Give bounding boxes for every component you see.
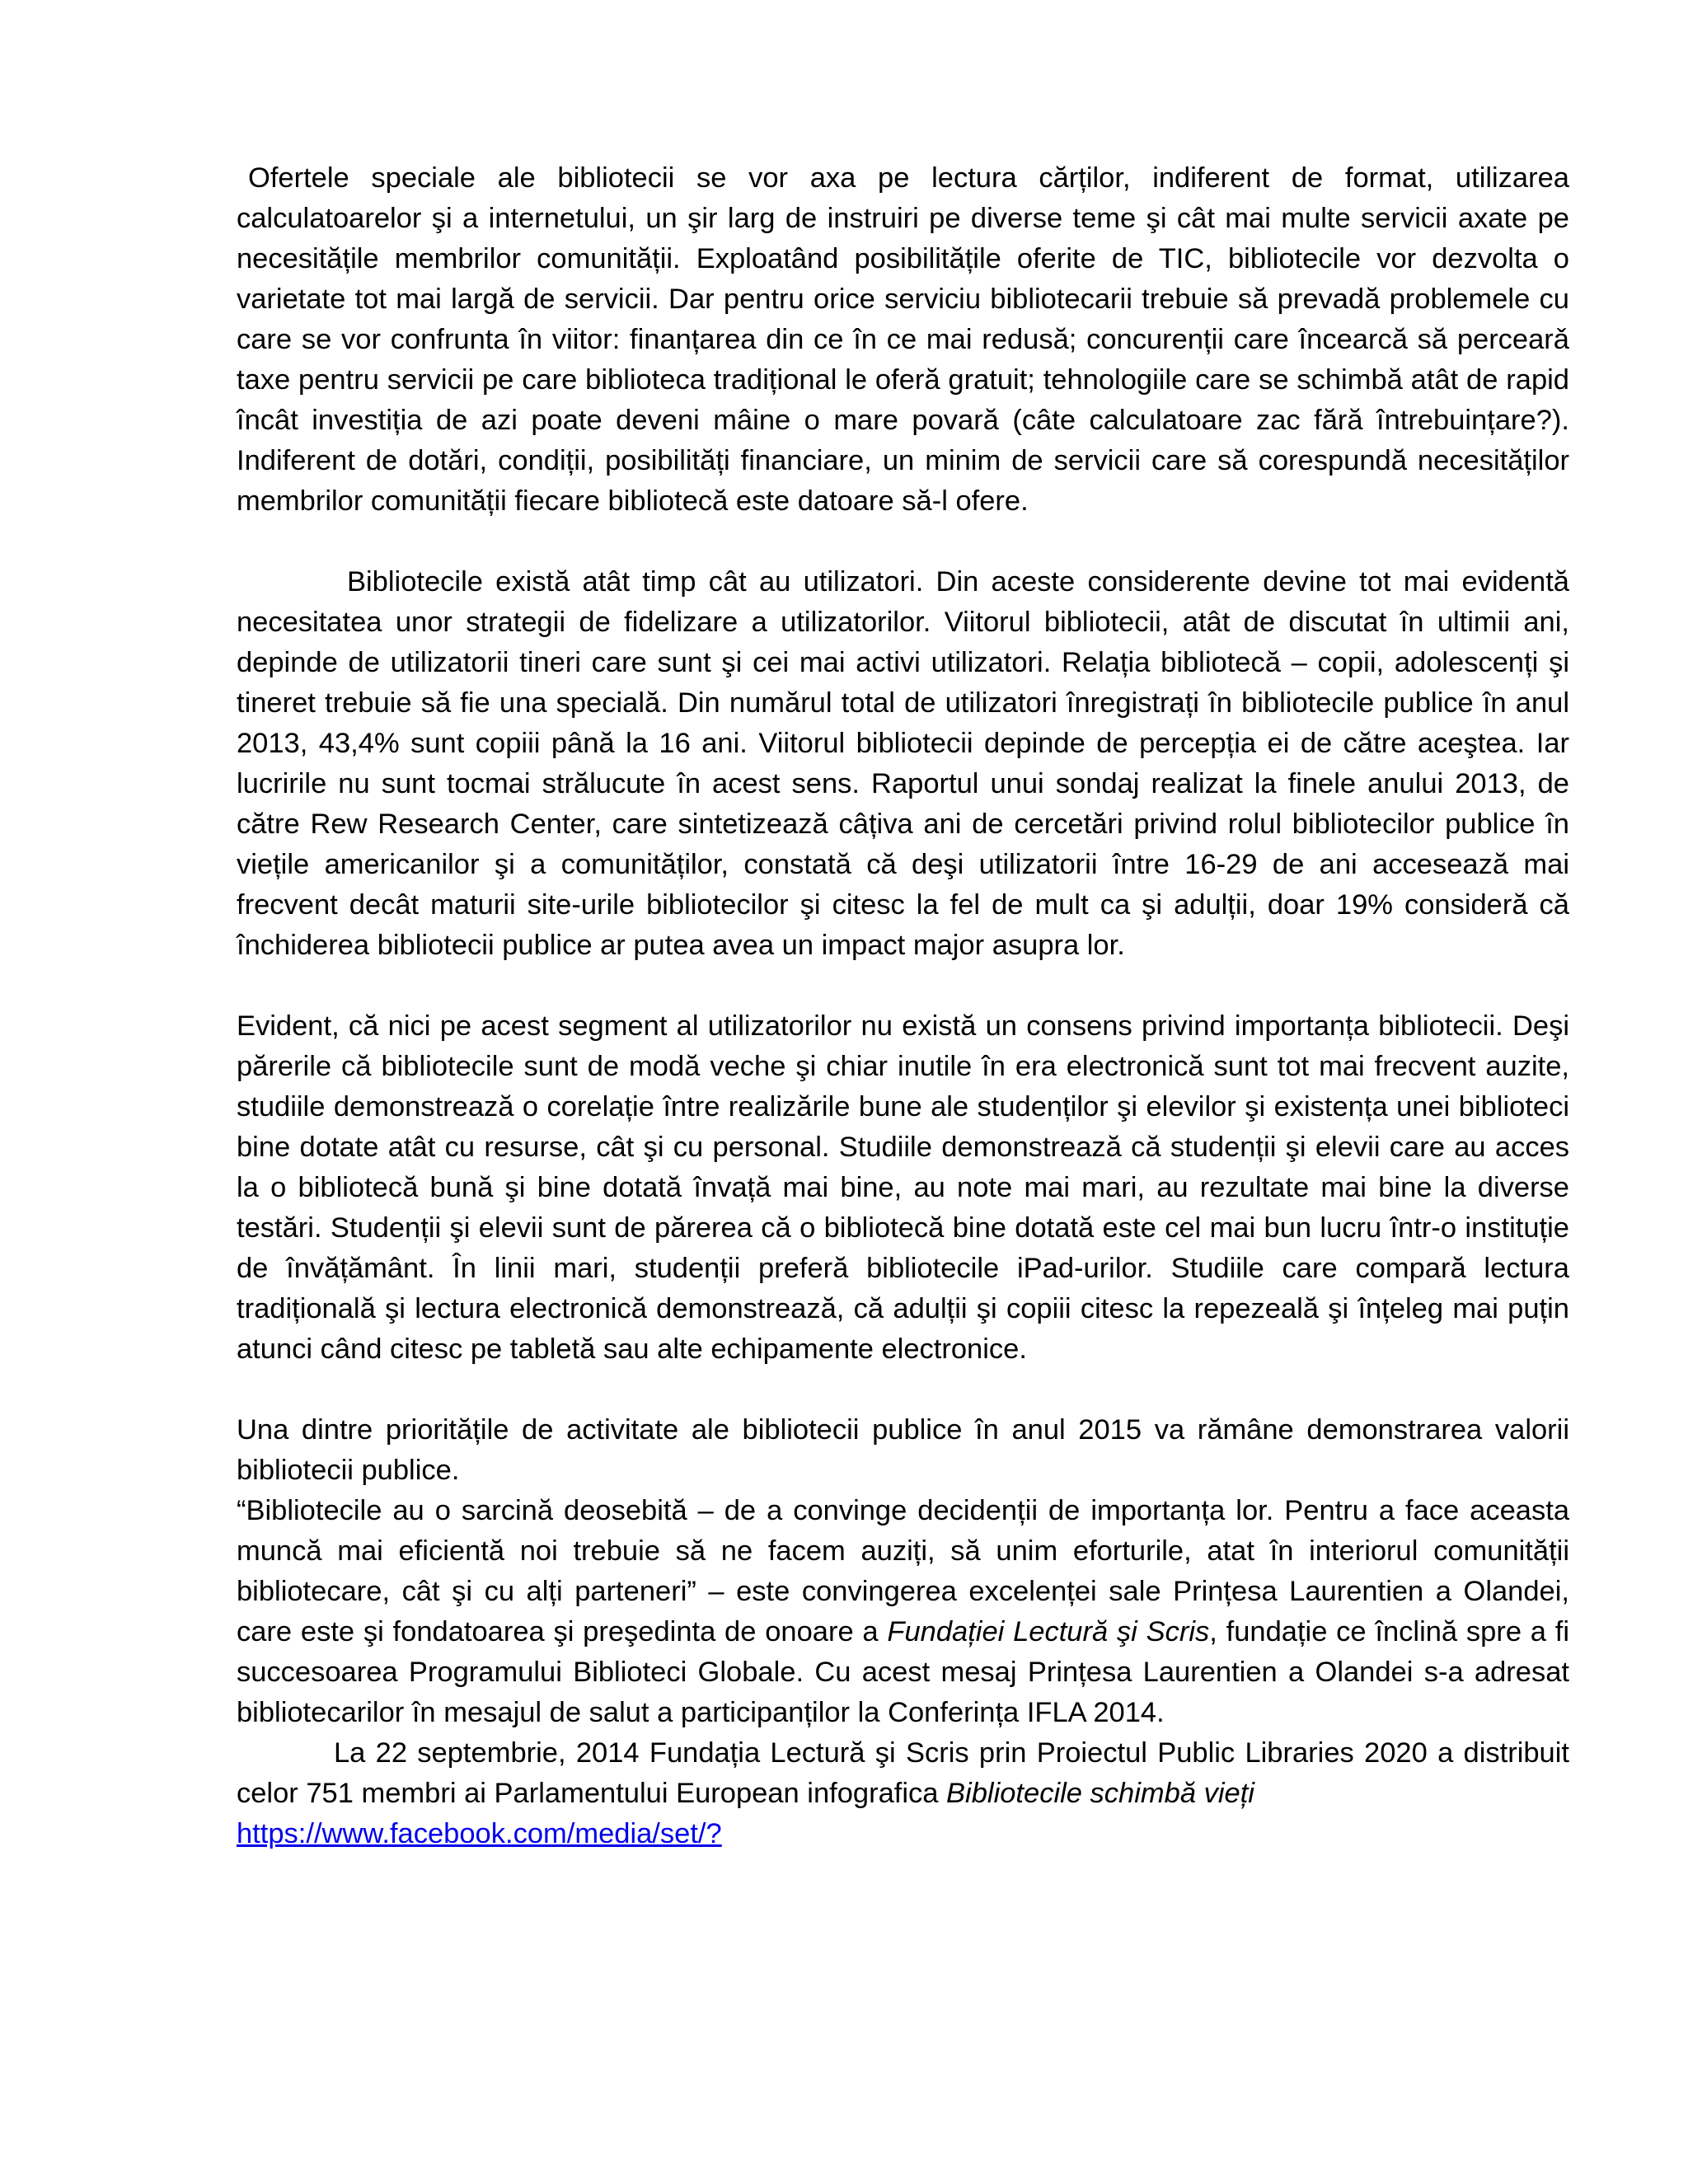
paragraph-gap [237,522,1569,562]
paragraph-users: Bibliotecile există atât timp cât au utilizatori. Din aceste considerente devine tot mai evidentă necesitatea unor strategii de fidelizare a utilizatorilor. Viitorul bibliotecii, atât de discutat în ultimii ani, depinde de utilizatorii tineri care sunt şi cei mai activi utilizatori. Relația bibliotecă – copii, adolescenți şi tineret trebuie să fie una specială. Din numărul total de utilizatori înregistrați în bibliotecile publice în anul 2013, 43,4% sunt copiii până la 16 ani. Viitorul bibliotecii depinde de percepția ei de către aceştea. Iar lucririle nu sunt tocmai strălucute în acest sens. Raportul unui sondaj realizat la finele anului 2013, de către Rew Research Center, care sintetizează câțiva ani de cercetări privind rolul bibliotecilor publice în viețile americanilor şi a comunităților, constată că deşi utilizatorii între 16-29 de ani accesează mai frecvent decât maturii site-urile bibliotecilor şi citesc la fel de mult ca şi adulții, doar 19% consideră că închiderea bibliotecii publice ar putea avea un impact major asupra lor. [237,566,1569,961]
paragraph-offers: Ofertele speciale ale bibliotecii se vor axa pe lectura cărților, indiferent de format, utilizarea calculatoarelor şi a internetului, un şir larg de instruiri pe diverse teme şi cât mai multe servicii axate pe necesitățile membrilor comunității. Exploatând posibilitățile oferite de TIC, bibliotecile vor dezvolta o varietate tot mai largă de servicii. Dar pentru orice serviciu bibliotecarii trebuie să prevadă problemele cu care se vor confrunta în viitor: finanțarea din ce în ce mai redusă; concurenții care încearcă să percearǎ taxe pentru servicii pe care biblioteca tradițional le oferă gratuit; tehnologiile care se schimbă atât de rapid încât investiția de azi poate deveni mâine o mare povară (câte calculatoare zac fără întrebuințare?). Indiferent de dotări, condiții, posibilități financiare, un minim de servicii care să corespundă necesităților membrilor comunității fiecare bibliotecă este datoare să-l ofere. [237,162,1569,517]
link-line [237,1814,1569,1854]
quote-text: “Bibliotecile au o sarcină deosebită – de a convinge decidenții de importanța lor. Pentru a face aceasta muncă mai eficientă noi trebuie să ne facem auziți, să unim eforturile, atat în interiorul comunității bibliotecare, cât şi cu alți parteneri” – este convingerea excelenței sale Prințesa Laurentien a Olandei, care este şi fondatoarea şi preşedinta de onoare a [237,1495,1569,1647]
foundation-name: Fundației Lectură şi Scris [887,1616,1210,1647]
document-page [237,158,1569,1854]
paragraph-infographic [237,1733,1569,1814]
paragraph-gap [237,1370,1569,1410]
quote-continuation: , fundație ce înclină spre a fi succesoarea Programului Biblioteci Globale. Cu acest mesaj Prințesa Laurentien a Olandei s-a adresat bibliotecarilor în mesajul de salut a participanților la Conferința IFLA 2014. [237,1616,1569,1728]
facebook-link[interactable]: https://www.facebook.com/media/set/? [237,1818,722,1849]
paragraph-priorities: Una dintre prioritățile de activitate ale bibliotecii publice în anul 2015 va rămâne demonstrarea valorii bibliotecii publice. [237,1414,1569,1486]
infographic-title: Bibliotecile schimbă vieți [946,1778,1254,1809]
infographic-text: La 22 septembrie, 2014 Fundația Lectură şi Scris prin Proiectul Public Libraries 2020 a distribuit celor 751 membri ai Parlamentului European infografica [237,1737,1569,1809]
paragraph-gap [237,966,1569,1006]
paragraph-quote [237,1491,1569,1733]
paragraph-consensus: Evident, că nici pe acest segment al utilizatorilor nu există un consens privind importanța bibliotecii. Deşi părerile că bibliotecile sunt de modă veche şi chiar inutile în era electronică sunt tot mai frecvent auzite, studiile demonstrează o corelație între realizările bune ale studenților şi elevilor şi existența unei biblioteci bine dotate atât cu resurse, cât şi cu personal. Studiile demonstrează că studenții şi elevii care au acces la o bibliotecă bună şi bine dotată învață mai bine, au note mai mari, au rezultate mai bine la diverse testări. Studenții şi elevii sunt de părerea că o bibliotecă bine dotată este cel mai bun lucru într-o instituție de învățământ. În linii mari, studenții preferă bibliotecile iPad-urilor. Studiile care compară lectura tradițională şi lectura electronică demonstrează, că adulții şi copiii citesc la repezeală şi înțeleg mai puțin atunci când citesc pe tabletă sau alte echipamente electronice. [237,1010,1569,1365]
